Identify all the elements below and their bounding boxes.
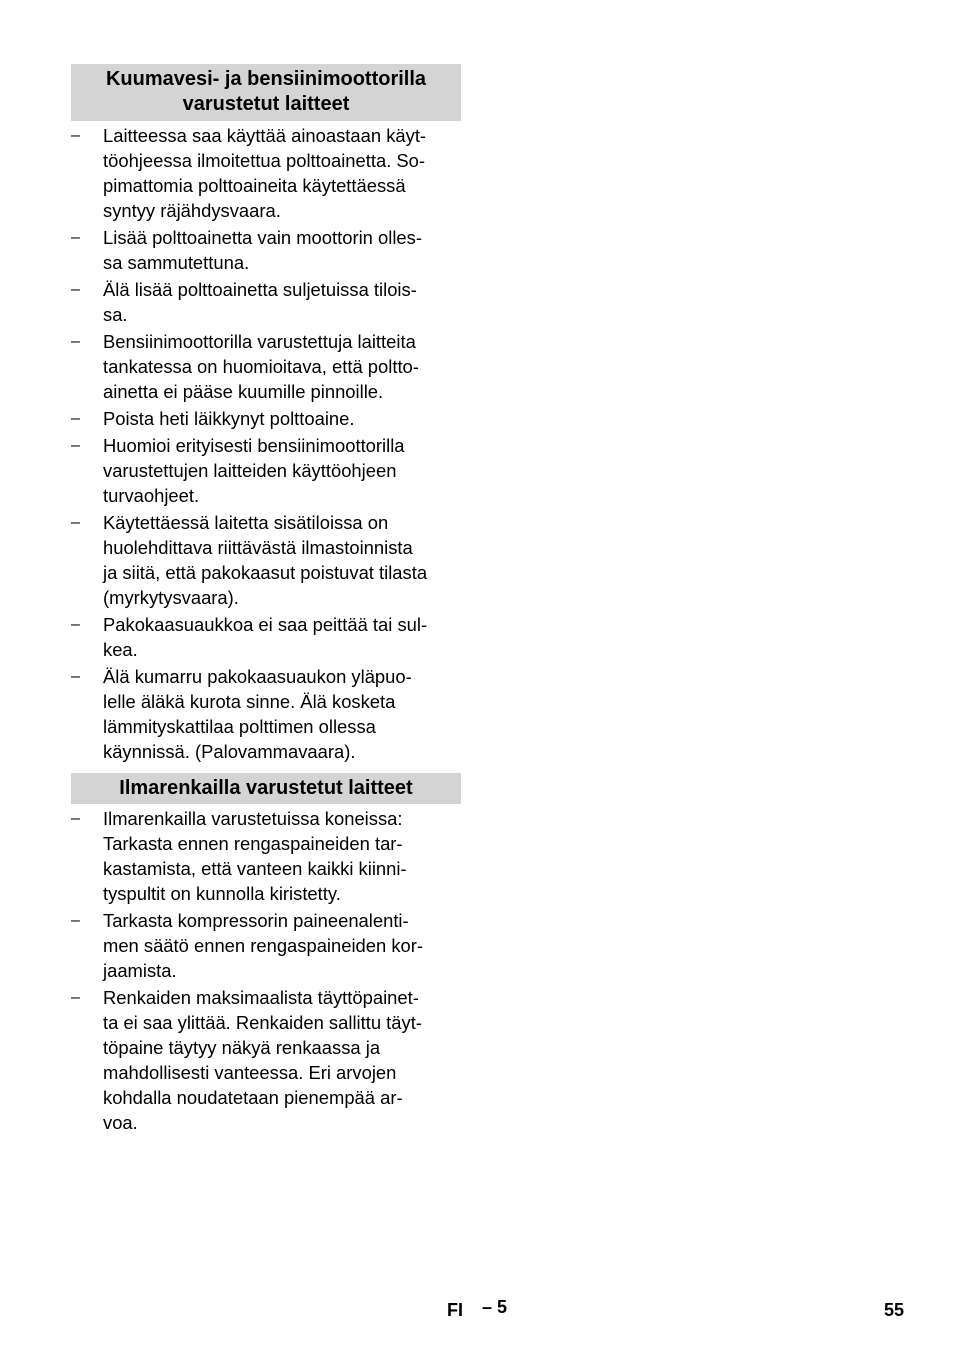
dash-bullet: – bbox=[71, 912, 80, 929]
list-item bbox=[71, 225, 461, 275]
safety-list-hot-water-petrol bbox=[71, 123, 461, 764]
dash-bullet: – bbox=[71, 668, 80, 685]
list-item bbox=[71, 985, 461, 1135]
dash-bullet: – bbox=[71, 616, 80, 633]
list-item bbox=[71, 806, 461, 906]
dash-bullet: – bbox=[71, 333, 80, 350]
section-heading-text: Kuumavesi- ja bensiinimoottorilla varustetut laitteet bbox=[105, 68, 427, 115]
dash-bullet: – bbox=[71, 810, 80, 827]
list-item-text: Renkaiden maksimaalista täyttöpainet- ta ei saa ylittää. Renkaiden sallittu täyt- töpaine täytyy näkyä renkaassa ja mahdollisesti vanteessa. Eri arvojen kohdalla noudatetaan pienempää ar- voa. bbox=[103, 987, 422, 1133]
content-column bbox=[71, 64, 461, 1135]
list-item-text: Poista heti läikkynyt polttoaine. bbox=[103, 408, 355, 429]
dash-bullet: – bbox=[71, 437, 80, 454]
list-item-text: Älä kumarru pakokaasuaukon yläpuo- lelle äläkä kurota sinne. Älä kosketa lämmityskattilaa polttimen ollessa käynnissä. (Palovammavaara). bbox=[103, 666, 412, 762]
section-heading-hot-water-petrol bbox=[71, 64, 461, 121]
footer-page-number: 55 bbox=[884, 1300, 905, 1320]
list-item bbox=[71, 612, 461, 662]
footer-language: FI bbox=[447, 1300, 463, 1320]
list-item bbox=[71, 510, 461, 610]
list-item-text: Bensiinimoottorilla varustettuja laitteita tankatessa on huomioitava, että poltto- ainetta ei pääse kuumille pinnoille. bbox=[103, 331, 419, 402]
dash-bullet: – bbox=[71, 281, 80, 298]
dash-bullet: – bbox=[71, 229, 80, 246]
list-item bbox=[71, 433, 461, 508]
dash-bullet: – bbox=[71, 989, 80, 1006]
dash-bullet: – bbox=[71, 127, 80, 144]
list-item-text: Älä lisää polttoainetta suljetuissa tilois- sa. bbox=[103, 279, 417, 325]
list-item bbox=[71, 908, 461, 983]
list-item-text: Laitteessa saa käyttää ainoastaan käyt- töohjeessa ilmoitettua polttoainetta. So- pimattomia polttoaineita käytettäessä syntyy räjähdysvaara. bbox=[103, 125, 427, 221]
list-item bbox=[71, 406, 461, 431]
list-item bbox=[71, 277, 461, 327]
list-item-text: Ilmarenkailla varustetuissa koneissa: Tarkasta ennen rengaspaineiden tar- kastamista, että vanteen kaikki kiinni- tyspultit on kunnolla kiristetty. bbox=[103, 808, 407, 904]
list-item-text: Tarkasta kompressorin paineenalenti- men säätö ennen rengaspaineiden kor- jaamista. bbox=[103, 910, 424, 981]
safety-list-pneumatic-tyres bbox=[71, 806, 461, 1135]
list-item-text: Huomioi erityisesti bensiinimoottorilla varustettujen laitteiden käyttöohjeen turvaohjeet. bbox=[103, 435, 405, 506]
list-item-text: Käytettäessä laitetta sisätiloissa on huolehdittava riittävästä ilmastoinnista ja siitä, että pakokaasut poistuvat tilasta (myrkytysvaara). bbox=[103, 512, 428, 608]
list-item-text: Lisää polttoainetta vain moottorin olles- sa sammutettuna. bbox=[103, 227, 422, 273]
list-item bbox=[71, 123, 461, 223]
section-heading-pneumatic-tyres bbox=[71, 773, 461, 804]
list-item bbox=[71, 664, 461, 764]
dash-bullet: – bbox=[71, 514, 80, 531]
list-item bbox=[71, 329, 461, 404]
dash-bullet: – bbox=[71, 410, 80, 427]
footer-section-page: – 5 bbox=[482, 1297, 508, 1317]
section-heading-text: Ilmarenkailla varustetut laitteet bbox=[119, 777, 413, 799]
list-item-text: Pakokaasuaukkoa ei saa peittää tai sul- kea. bbox=[103, 614, 428, 660]
